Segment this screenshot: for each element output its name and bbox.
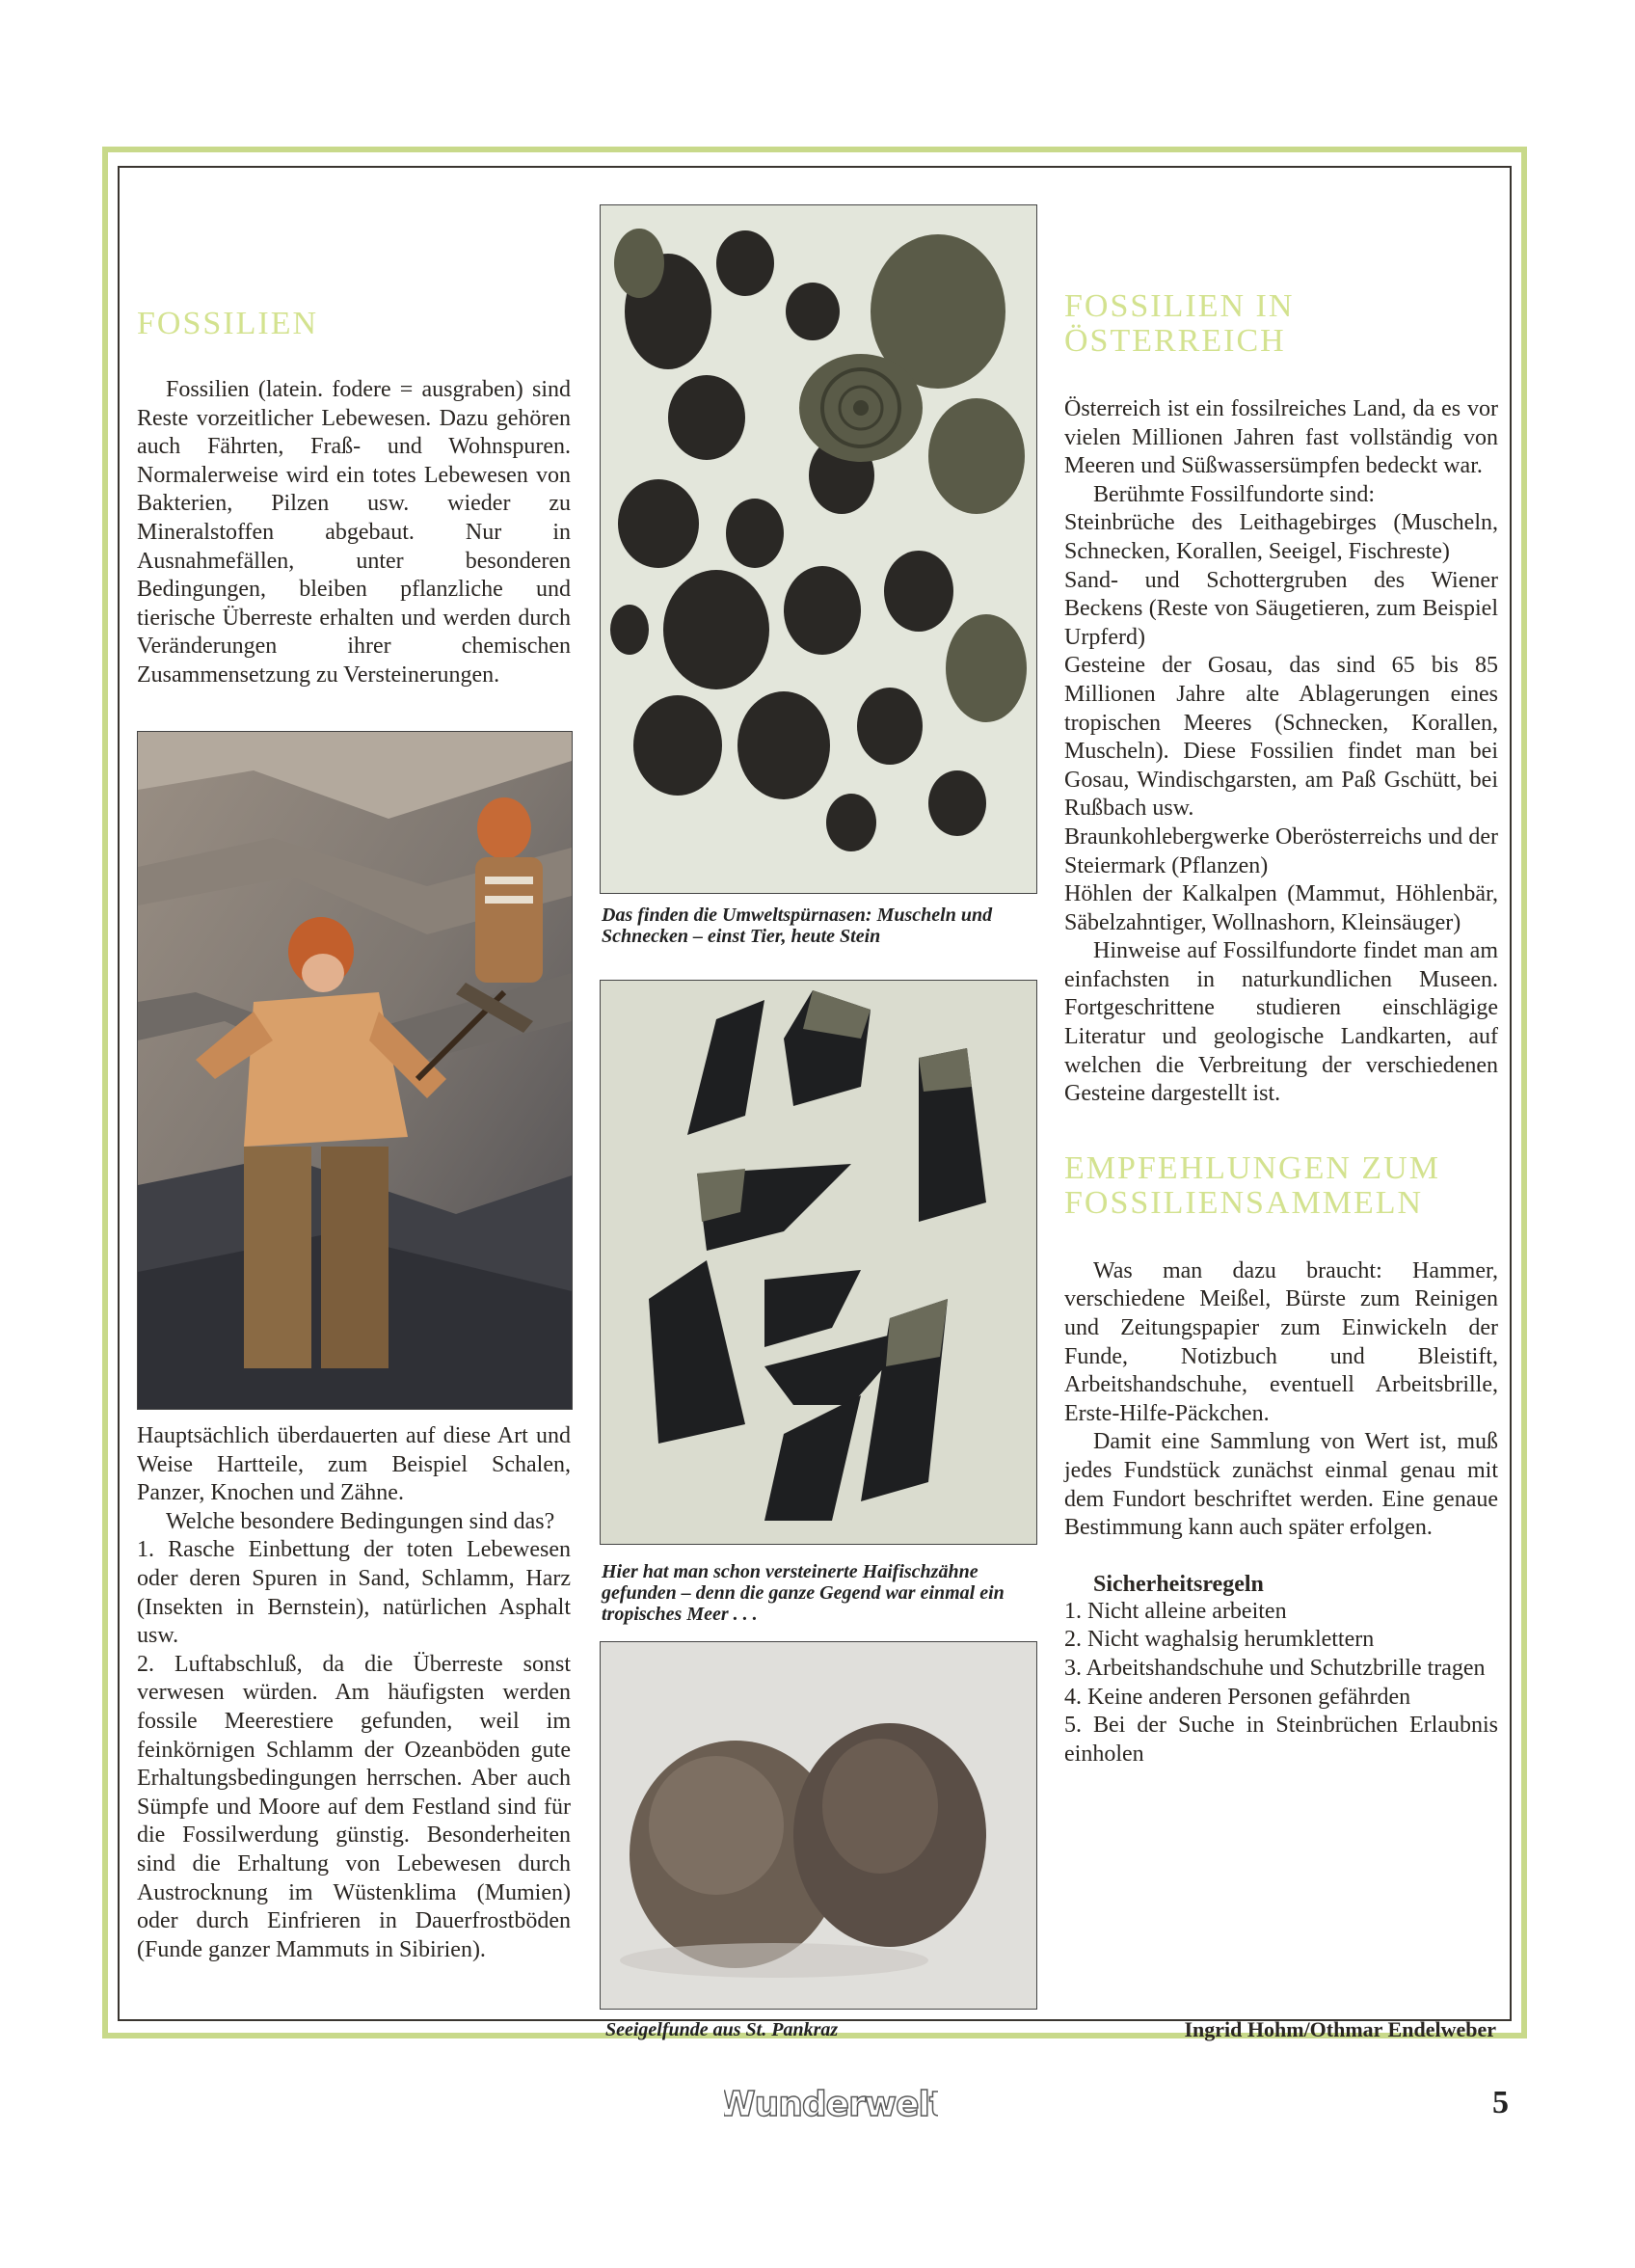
intro-paragraph: Fossilien (latein. fodere = ausgraben) sind Reste vorzeitlicher Lebewesen. Dazu gehören auch Fährten, Fraß- und Wohnspuren. Normalerweise wird ein totes Lebewesen von Bakterien, Pilzen usw. wieder zu Mineralstoffen abgebaut. Nur in Ausnahmefällen, unter besonderen Bedingungen, bleiben pflanzliche und tierische Überreste erhalten und werden durch Veränderungen ihrer chemischen Zusammensetzung zu Versteinerungen. <box>137 377 571 688</box>
austria-text-block <box>1064 395 1498 1109</box>
paragraph-famous-sites: Berühmte Fossilfundorte sind: <box>1093 481 1375 507</box>
site-braunkohle: Braunkohlebergwerke Oberösterreichs und der Steiermark (Pflanzen) <box>1064 824 1498 878</box>
right-column <box>1064 289 1498 1768</box>
heading-fossilien: FOSSILIEN <box>137 306 319 341</box>
photo-shells-snails <box>600 204 1037 894</box>
safety-rule: 4. Keine anderen Personen gefährden <box>1064 1684 1411 1710</box>
caption-shark-teeth: Hier hat man schon versteinerte Haifischzähne gefunden – denn die ganze Gegend war einmal ein tropisches Meer . . . <box>602 1561 1005 1625</box>
photo-sea-urchins <box>600 1641 1037 2010</box>
paragraph-hinweise: Hinweise auf Fossilfundorte findet man am einfachsten in naturkundlichen Museen. Fortgeschrittene studieren einschlägige Literatur und geologische Landkarten, auf welchen die Verbreitung der verschiedenen Gesteine dargestellt ist. <box>1064 938 1498 1107</box>
safety-rule: 1. Nicht alleine arbeiten <box>1064 1598 1287 1624</box>
logo-wordmark: Wunderwelt <box>724 2085 938 2124</box>
left-text-lower <box>137 1422 571 1964</box>
heading-empfehlungen: EMPFEHLUNGEN ZUM FOSSILIENSAMMELN <box>1064 1149 1440 1221</box>
photo-boys-digging <box>137 731 573 1410</box>
site-leithagebirge: Steinbrüche des Leithagebirges (Muscheln, Schnecken, Korallen, Seeigel, Fischreste) <box>1064 510 1498 564</box>
safety-rules <box>1064 1572 1498 1769</box>
authors-byline: Ingrid Hohm/Othmar Endelweber <box>1184 2017 1496 2041</box>
wunderwelt-logo <box>724 2079 938 2127</box>
heading-fossilien-oesterreich: FOSSILIEN IN ÖSTERREICH <box>1064 288 1295 359</box>
safety-rule: 2. Nicht waghalsig herumklettern <box>1064 1627 1375 1653</box>
safety-rule: 3. Arbeitshandschuhe und Schutzbrille tragen <box>1064 1655 1486 1681</box>
site-gosau: Gesteine der Gosau, das sind 65 bis 85 Millionen Jahre alte Ablagerungen eines tropischen Meeres (Schnecken, Korallen, Muscheln). Diese Fossilien findet man bei Gosau, Windischgarsten, am Paß Gschütt, bei Rußbach usw. <box>1064 653 1498 822</box>
left-column <box>137 289 571 690</box>
caption-shells: Das finden die Umweltspürnasen: Muscheln und Schnecken – einst Tier, heute Stein <box>602 904 993 947</box>
safety-rules-title: Sicherheitsregeln <box>1093 1571 1264 1597</box>
site-hoehlen: Höhlen der Kalkalpen (Mammut, Höhlenbär, Säbelzahntiger, Wollnashorn, Kleinsäuger) <box>1064 881 1498 935</box>
safety-rules-list <box>1064 1598 1498 1769</box>
photo-shark-teeth <box>600 980 1037 1545</box>
paragraph-labeling: Damit eine Sammlung von Wert ist, muß jedes Fundstück zunächst einmal genau mit dem Fundort beschriftet werden. Eine genaue Bestimmung kann auch später erfolgen. <box>1064 1429 1498 1541</box>
caption-sea-urchins: Seeigelfunde aus St. Pankraz <box>605 2019 839 2040</box>
paragraph-austria-intro: Österreich ist ein fossilreiches Land, da es vor vielen Millionen Jahren fast vollständig von Meeren und Süßwassersümpfen bedeckt war. <box>1064 396 1498 479</box>
recommendations-text-block <box>1064 1257 1498 1543</box>
safety-rule: 5. Bei der Suche in Steinbrüchen Erlaubnis einholen <box>1064 1713 1498 1767</box>
intro-text-block <box>137 376 571 690</box>
page-number: 5 <box>1492 2085 1509 2120</box>
paragraph-question: Welche besondere Bedingungen sind das? <box>166 1508 555 1534</box>
paragraph-condition-1: 1. Rasche Einbettung der toten Lebewesen oder deren Spuren in Sand, Schlamm, Harz (Insekten in Bernstein), natürlichen Asphalt usw. <box>137 1537 571 1649</box>
paragraph-tools: Was man dazu braucht: Hammer, verschiedene Meißel, Bürste zum Reinigen und Zeitungspapier zum Einwickeln der Funde, Notizbuch und Bleistift, Arbeitshandschuhe, eventuell Arbeitsbrille, Erste-Hilfe-Päckchen. <box>1064 1257 1498 1426</box>
paragraph-condition-2: 2. Luftabschluß, da die Überreste sonst verwesen würden. Am häufigsten werden fossile Meerestiere gefunden, weil im feinkörnigen Schlamm der Ozeanböden gute Erhaltungsbedingungen herrschen. Aber auch Sümpfe und Moore auf dem Festland sind für die Fossilwerdung günstig. Besonderheiten sind die Erhaltung von Lebewesen durch Austrocknung im Wüstenklima (Mumien) oder durch Einfrieren in Dauerfrostböden (Funde ganzer Mammuts in Sibirien). <box>137 1651 571 1962</box>
site-wiener-becken: Sand- und Schottergruben des Wiener Beckens (Reste von Säugetieren, zum Beispiel Urpferd) <box>1064 567 1498 650</box>
paragraph-hartteile: Hauptsächlich überdauerten auf diese Art und Weise Hartteile, zum Beispiel Schalen, Panzer, Knochen und Zähne. <box>137 1423 571 1506</box>
